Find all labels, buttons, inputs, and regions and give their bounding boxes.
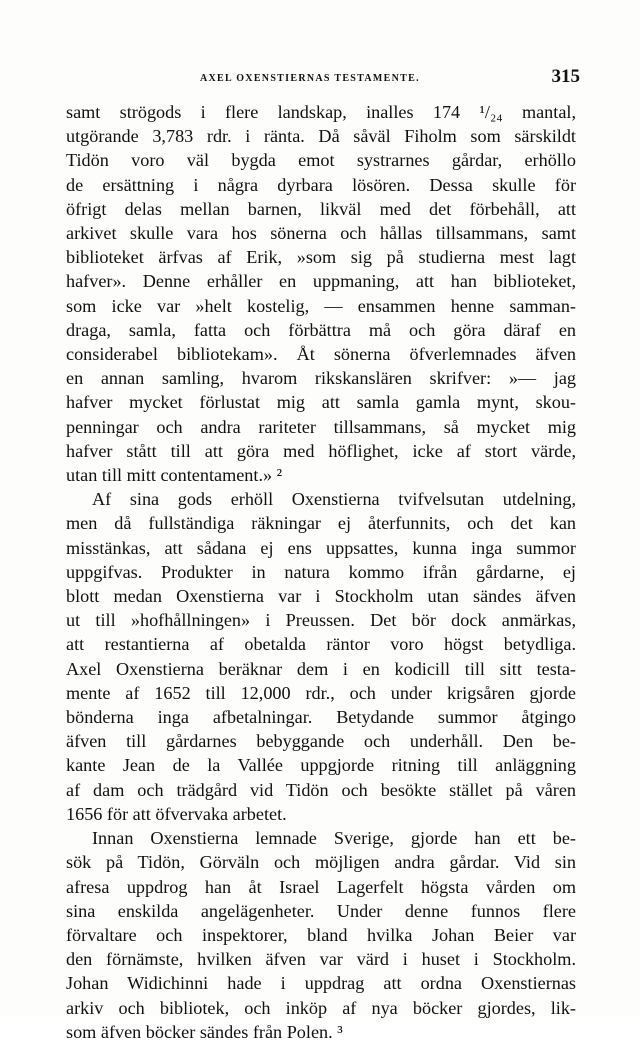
text-line: draga, samla, fatta och förbättra må och göra däraf en <box>66 319 576 340</box>
text-line: sök på Tidön, Görväln och möjligen andra gårdar. Vid sin <box>66 852 576 873</box>
running-title: AXEL OXENSTIERNAS TESTAMENTE. <box>200 73 420 84</box>
text-line: förvaltare och inspektorer, bland hvilka Johan Beier var <box>66 924 576 945</box>
text-line: hafver». Denne erhåller en uppmaning, att han biblioteket, <box>66 271 576 292</box>
text-line: Af sina gods erhöll Oxenstierna tvifvelsutan utdelning, <box>92 489 576 510</box>
text-line: som äfven böcker sändes från Polen. ³ <box>66 1021 343 1042</box>
text-line: den förnämste, hvilken äfven var värd i huset i Stockholm. <box>66 949 576 970</box>
paragraph-2 <box>66 487 576 826</box>
text-line: öfrigt delas mellan barnen, likväl med det förbehåll, att <box>66 198 576 219</box>
page-header <box>66 66 580 92</box>
text-line: Johan Widichinni hade i uppdrag att ordna Oxenstiernas <box>66 973 576 994</box>
text-line: samt strögods i flere landskap, inalles 174 ¹/₂₄ mantal, <box>66 102 576 122</box>
text-line: Axel Oxenstierna beräknar dem i en kodicill till sitt testa- <box>66 658 576 679</box>
text-line: arkiv och bibliotek, och inköp af nya böcker gjordes, lik- <box>66 997 576 1018</box>
text-line: men då fullständiga räkningar ej återfunnits, och det kan <box>66 513 576 534</box>
text-line: uppgifvas. Produkter in natura kommo ifrån gårdarne, ej <box>66 561 576 582</box>
text-line: utan till mitt contentament.» ² <box>66 465 283 486</box>
text-line: ut till »hofhållningen» i Preussen. Det bör dock anmärkas, <box>66 610 576 631</box>
text-line: Innan Oxenstierna lemnade Sverige, gjorde han ett be- <box>92 828 576 849</box>
body-text <box>66 100 576 1044</box>
text-line: hafver mycket förlustat mig att samla gamla mynt, skou- <box>66 392 576 413</box>
text-line: sina enskilda angelägenheter. Under denne funnos flere <box>66 900 576 921</box>
text-line: arkivet skulle vara hos sönerna och hållas tillsammans, samt <box>66 223 576 244</box>
text-line: som icke var »helt kostelig, — ensammen henne samman- <box>66 295 576 316</box>
text-line: en annan samling, hvarom rikskanslären skrifver: »— jag <box>66 368 576 389</box>
text-line: considerabel bibliotekam». Åt sönerna öfverlemnades äfven <box>66 344 576 365</box>
text-line: de ersättning i några dyrbara lösören. Dessa skulle för <box>66 174 576 195</box>
text-line: 1656 för att öfvervaka arbetet. <box>66 803 287 824</box>
text-line: utgörande 3,783 rdr. i ränta. Då såväl Fiholm som särskildt <box>66 126 576 147</box>
paragraph-3 <box>66 826 576 1044</box>
text-line: misstänkas, att sådana ej ens uppsattes, kunna inga summor <box>66 537 576 558</box>
text-line: hafver stått till att göra med höflighet, icke af stort värde, <box>66 440 576 461</box>
page-number: 315 <box>551 66 580 87</box>
text-line: äfven till gårdarnes bebyggande och underhåll. Den be- <box>66 731 576 752</box>
text-line: blott medan Oxenstierna var i Stockholm utan sändes äfven <box>66 586 576 607</box>
text-line: biblioteket ärfvas af Erik, »som sig på studierna mest lagt <box>66 247 576 268</box>
text-line: kante Jean de la Vallée uppgjorde ritning till anläggning <box>66 755 576 776</box>
text-line: afresa uppdrog han åt Israel Lagerfelt högsta vården om <box>66 876 576 897</box>
text-line: Tidön voro väl bygda emot systrarnes gårdar, erhöllo <box>66 150 576 171</box>
text-line: af dam och trädgård vid Tidön och besökte stället på våren <box>66 779 576 800</box>
text-line: bönderna inga afbetalningar. Betydande summor åtgingo <box>66 707 576 728</box>
text-line: att restantierna af obetalda räntor voro högst betydliga. <box>66 634 576 655</box>
text-line: penningar och andra rariteter tillsammans, så mycket mig <box>66 416 576 437</box>
paragraph-1 <box>66 100 576 487</box>
text-line: mente af 1652 till 12,000 rdr., och under krigsåren gjorde <box>66 682 576 703</box>
